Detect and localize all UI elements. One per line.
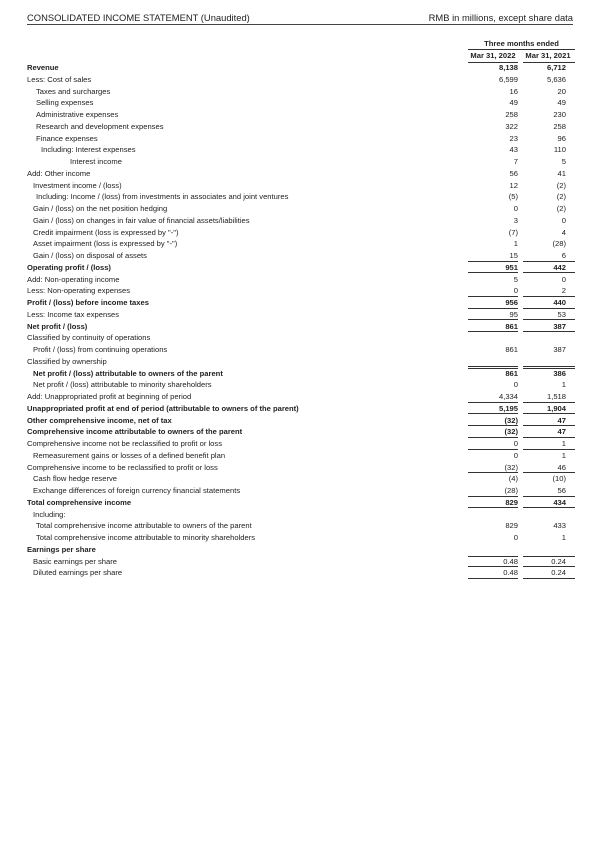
row-label: Total comprehensive income (27, 497, 132, 507)
row-label: Profit / (loss) from continuing operations (33, 345, 168, 354)
value-2022: 861 (505, 321, 518, 331)
row-label: Asset impairment (loss is expressed by "-") (33, 239, 178, 249)
value-2022: 4,334 (498, 392, 518, 401)
value-overline (468, 556, 518, 557)
table-row (27, 415, 575, 426)
value-2022: (7) (508, 227, 518, 237)
value-2021: 47 (557, 415, 566, 425)
value-2021: 230 (553, 110, 566, 119)
row-label: Classified by ownership (27, 356, 107, 366)
value-overline (523, 556, 575, 557)
row-label: Administrative expenses (36, 110, 119, 119)
table-row (27, 403, 575, 414)
row-label: Classified by continuity of operations (27, 333, 151, 343)
row-label: Unappropriated profit at end of period (attributable to owners of the parent) (27, 403, 299, 413)
value-2021: 46 (557, 462, 566, 472)
value-2021: 5,636 (546, 74, 566, 84)
value-2021: 53 (557, 309, 566, 319)
value-2022: 0 (513, 286, 518, 296)
value-2022: 861 (505, 368, 518, 378)
value-2021: 5 (561, 157, 566, 166)
value-2022: 0 (513, 439, 518, 448)
value-2021: 1 (561, 533, 566, 542)
table-row (27, 544, 575, 555)
value-2021: 49 (557, 98, 566, 108)
value-overline (468, 368, 518, 369)
value-underline (468, 578, 518, 579)
row-label: Including: (33, 509, 66, 519)
row-label: Comprehensive income attributable to owners of the parent (27, 427, 243, 437)
value-2021: 387 (553, 345, 566, 354)
row-label: Profit / (loss) before income taxes (27, 298, 149, 307)
value-2021: 434 (553, 497, 566, 507)
row-label: Add: Other income (27, 168, 91, 178)
value-2021: 96 (557, 133, 566, 143)
row-label: Add: Unappropriated profit at beginning of period (27, 392, 192, 401)
value-overline (523, 366, 575, 367)
page-header (27, 12, 573, 25)
value-2022: 1 (513, 239, 518, 249)
table-row (27, 450, 575, 461)
value-2022: (28) (504, 486, 518, 495)
value-2021: 0 (561, 274, 566, 284)
value-2022: (32) (504, 415, 518, 425)
row-label: Operating profit / (loss) (27, 262, 111, 272)
table-row (27, 262, 575, 273)
row-label: Finance expenses (36, 133, 98, 143)
statement-title: CONSOLIDATED INCOME STATEMENT (Unaudited) (27, 12, 250, 23)
row-label: Less: Income tax expenses (27, 309, 120, 319)
table-row (27, 156, 575, 167)
row-label: Including: Interest expenses (41, 145, 136, 155)
value-2021: 41 (557, 168, 566, 178)
value-2022: 0 (513, 533, 518, 542)
table-row (27, 509, 575, 520)
value-2022: 0.48 (503, 556, 518, 566)
row-label: Research and development expenses (36, 121, 164, 131)
row-label: Revenue (27, 63, 59, 72)
row-label: Taxes and surcharges (36, 86, 111, 96)
value-2022: 5,195 (498, 403, 518, 413)
table-row (27, 462, 575, 473)
table-row (27, 567, 575, 578)
table-row (27, 180, 575, 191)
value-2022: 23 (509, 133, 518, 143)
value-2022: 0 (513, 450, 518, 460)
table-row (27, 86, 575, 97)
unit-note: RMB in millions, except share data (428, 12, 573, 23)
row-label: Add: Non-operating income (27, 274, 120, 284)
table-row (27, 285, 575, 296)
value-2021: (28) (552, 239, 566, 249)
row-label: Selling expenses (36, 98, 94, 108)
value-2021: 0 (561, 215, 566, 225)
value-2021: 1 (561, 450, 566, 460)
row-label: Less: Cost of sales (27, 74, 92, 84)
value-2021: 1,518 (546, 392, 566, 401)
table-row (27, 97, 575, 108)
value-2022: 6,599 (498, 74, 518, 84)
table-row (27, 368, 575, 379)
table-row (27, 379, 575, 390)
value-2021: 442 (553, 262, 566, 272)
value-2021: 1,904 (546, 403, 566, 413)
table-row (27, 438, 575, 449)
table-row (27, 344, 575, 355)
row-label: Basic earnings per share (33, 556, 117, 566)
table-row (27, 297, 575, 308)
value-2021: 433 (553, 521, 566, 531)
value-2022: 829 (505, 521, 518, 531)
value-2021: (2) (556, 204, 566, 213)
row-label: Interest income (70, 157, 122, 166)
value-2022: 322 (505, 121, 518, 131)
value-2021: 440 (553, 298, 566, 307)
value-2022: 7 (513, 157, 518, 166)
table-row (27, 203, 575, 214)
value-2022: 829 (505, 497, 518, 507)
table-row (27, 191, 575, 202)
table-row (27, 121, 575, 132)
table-row (27, 332, 575, 343)
table-row (27, 391, 575, 402)
value-2021: 6 (561, 251, 566, 260)
value-2021: (2) (556, 192, 566, 202)
col-group-underline (468, 49, 575, 50)
value-2022: 258 (505, 110, 518, 119)
row-label: Comprehensive income not be reclassified to profit or loss (27, 439, 222, 448)
value-2022: 16 (509, 86, 518, 96)
column-header-2022: Mar 31, 2022 (470, 51, 516, 60)
value-2022: (32) (504, 427, 518, 437)
value-2022: 15 (509, 251, 518, 260)
table-row (27, 74, 575, 85)
table-row (27, 215, 575, 226)
value-underline (523, 578, 575, 579)
value-overline (468, 366, 518, 367)
row-label: Net profit / (loss) attributable to owners of the parent (33, 368, 223, 378)
table-row (27, 321, 575, 332)
row-label: Exchange differences of foreign currency financial statements (33, 486, 241, 495)
value-2022: (4) (508, 474, 518, 484)
value-2021: 20 (557, 86, 566, 96)
table-row (27, 227, 575, 238)
table-row (27, 556, 575, 567)
value-2022: 8,138 (498, 63, 518, 72)
row-label: Cash flow hedge reserve (33, 474, 117, 484)
row-label: Other comprehensive income, net of tax (27, 415, 172, 425)
table-row (27, 485, 575, 496)
row-label: Net profit / (loss) attributable to minority shareholders (33, 380, 212, 390)
table-row (27, 473, 575, 484)
row-label: Total comprehensive income attributable to minority shareholders (36, 533, 256, 542)
value-2021: 387 (553, 321, 566, 331)
value-2022: 95 (509, 309, 518, 319)
value-2021: 56 (557, 486, 566, 495)
table-row (27, 109, 575, 120)
row-label: Investment income / (loss) (33, 180, 122, 190)
value-2021: (10) (552, 474, 566, 484)
row-label: Gain / (loss) on disposal of assets (33, 251, 147, 260)
row-label: Less: Non-operating expenses (27, 286, 131, 296)
row-label: Earnings per share (27, 544, 96, 554)
value-2021: 1 (561, 380, 566, 390)
value-2022: (32) (504, 462, 518, 472)
value-2022: 0 (513, 204, 518, 213)
value-2022: 861 (505, 345, 518, 354)
value-2021: 6,712 (546, 63, 566, 72)
value-overline (523, 368, 575, 369)
row-label: Net profit / (loss) (27, 321, 88, 331)
value-2022: 0 (513, 380, 518, 390)
value-2021: 47 (557, 427, 566, 437)
value-2021: (2) (556, 180, 566, 190)
value-2022: 56 (509, 168, 518, 178)
table-row (27, 309, 575, 320)
value-2021: 258 (553, 121, 566, 131)
table-row (27, 426, 575, 437)
table-row (27, 168, 575, 179)
value-2021: 2 (561, 286, 566, 296)
value-2021: 110 (553, 145, 566, 155)
row-label: Diluted earnings per share (33, 568, 123, 578)
row-label: Comprehensive income to be reclassified to profit or loss (27, 462, 218, 472)
table-row (27, 250, 575, 261)
row-label: Gain / (loss) on the net position hedging (33, 204, 168, 213)
value-2022: 956 (505, 298, 518, 307)
table-row (27, 520, 575, 531)
period-group-label: Three months ended (484, 39, 559, 48)
value-2022: (5) (508, 192, 518, 202)
value-2021: 1 (561, 439, 566, 448)
row-label: Credit impairment (loss is expressed by "-") (33, 227, 179, 237)
value-2021: 0.24 (551, 556, 566, 566)
row-label: Including: Income / (loss) from investments in associates and joint ventures (36, 192, 289, 202)
value-2022: 951 (505, 262, 518, 272)
table-row (27, 532, 575, 543)
row-label: Total comprehensive income attributable to owners of the parent (36, 521, 252, 531)
table-row (27, 274, 575, 285)
value-2022: 12 (509, 180, 518, 190)
value-2022: 3 (513, 215, 518, 225)
value-2022: 5 (513, 274, 518, 284)
table-row (27, 497, 575, 508)
table-row (27, 238, 575, 249)
value-2022: 49 (509, 98, 518, 108)
value-2021: 386 (553, 368, 566, 378)
table-row (27, 144, 575, 155)
value-2022: 0.48 (503, 568, 518, 578)
column-header-2021: Mar 31, 2021 (525, 51, 571, 60)
row-label: Gain / (loss) on changes in fair value of financial assets/liabilities (33, 215, 250, 225)
value-2021: 4 (561, 227, 566, 237)
table-row (27, 62, 575, 73)
row-label: Remeasurement gains or losses of a defined benefit plan (33, 450, 226, 460)
value-2022: 43 (509, 145, 518, 155)
value-2021: 0.24 (551, 568, 566, 578)
table-row (27, 133, 575, 144)
